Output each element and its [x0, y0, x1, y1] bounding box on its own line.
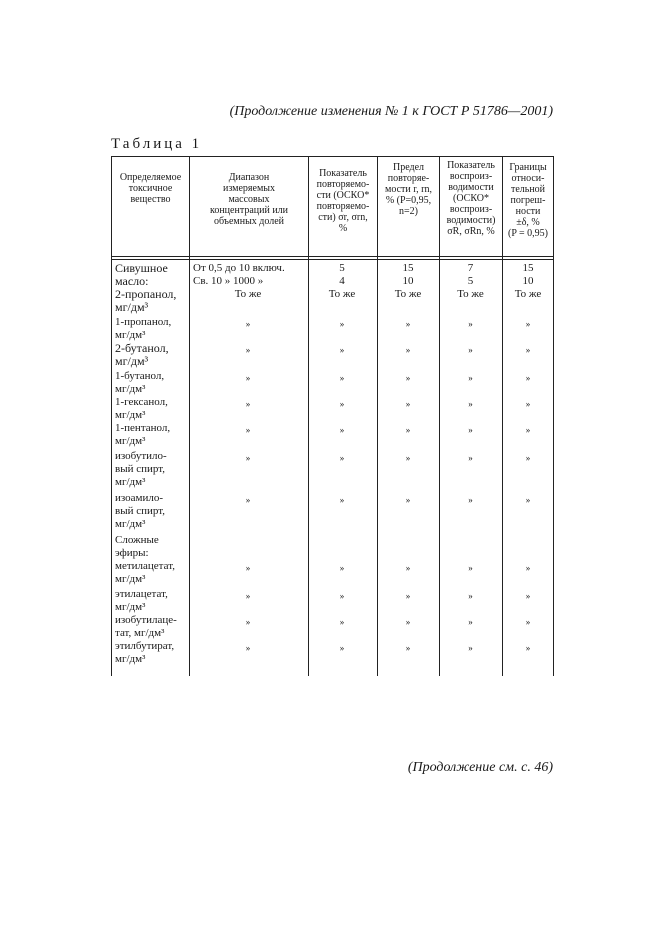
row-error-bounds: 15 10: [522, 262, 534, 287]
row-repeatability-limit: »: [405, 563, 411, 573]
row-error-bounds: »: [525, 399, 531, 409]
row-substance: этилбутират, мг/дм³: [115, 640, 175, 665]
column-header-error-bounds: Границы относи- тельной погреш- ности ±δ, % (P = 0,95): [508, 162, 548, 239]
row-error-bounds: »: [525, 643, 531, 653]
row-reproducibility: »: [468, 399, 473, 409]
table-left-border: [111, 156, 112, 676]
table-caption: Таблица 1: [111, 136, 203, 152]
row-repeatability-limit: »: [405, 643, 411, 653]
row-reproducibility: 7 5: [467, 262, 474, 287]
row-substance: метилацетат, мг/дм³: [115, 560, 175, 585]
row-error-bounds: »: [525, 617, 531, 627]
row-repeatability-index: То же: [328, 288, 356, 300]
row-reproducibility: »: [468, 591, 473, 601]
row-substance: 1-бутанол, мг/дм³: [115, 370, 165, 395]
row-repeatability-index: »: [339, 373, 345, 383]
row-reproducibility: »: [468, 617, 473, 627]
row-reproducibility: »: [468, 453, 473, 463]
data-table: [111, 156, 554, 676]
row-reproducibility: То же: [457, 288, 484, 300]
row-repeatability-limit: »: [405, 399, 411, 409]
row-repeatability-index: »: [339, 495, 345, 505]
row-range: »: [245, 617, 251, 627]
row-error-bounds: »: [525, 345, 531, 355]
row-substance: 1-пентанол, мг/дм³: [115, 422, 171, 447]
row-reproducibility: »: [468, 345, 473, 355]
row-repeatability-index: 5 4: [339, 262, 345, 287]
row-substance: изобутилаце- тат, мг/дм³: [115, 614, 177, 639]
row-substance: Сложные эфиры:: [115, 534, 159, 559]
row-substance: изобутило- вый спирт, мг/дм³: [115, 450, 167, 488]
row-reproducibility: »: [468, 495, 473, 505]
row-range: »: [245, 425, 251, 435]
column-header-range: Диапазон измеряемых массовых концентраций или объемных долей: [209, 172, 289, 227]
row-range: От 0,5 до 10 включ. Св. 10 » 1000 »: [193, 262, 285, 287]
row-repeatability-limit: 15 10: [402, 262, 414, 287]
row-range: »: [245, 643, 251, 653]
row-repeatability-index: »: [339, 345, 345, 355]
row-repeatability-index: »: [339, 399, 345, 409]
row-range: »: [245, 319, 251, 329]
column-header-substance: Определяемое токсичное вещество: [119, 172, 182, 205]
row-substance: 2-пропанол, мг/дм³: [115, 287, 177, 314]
row-substance: 1-гексанол, мг/дм³: [115, 396, 168, 421]
row-range: »: [245, 453, 251, 463]
row-range: »: [245, 399, 251, 409]
footer-note: (Продолжение см. с. 46): [407, 760, 553, 775]
row-substance: 1-пропанол, мг/дм³: [115, 316, 172, 341]
row-repeatability-limit: »: [405, 617, 411, 627]
header-note: (Продолжение изменения № 1 к ГОСТ Р 51786—2001): [229, 104, 553, 119]
row-repeatability-index: »: [339, 453, 345, 463]
column-header-repeatability-limit: Предел повторяе- мости r, rn, % (P=0,95, n=2): [385, 162, 432, 217]
col-divider-1: [189, 156, 190, 676]
row-error-bounds: »: [525, 495, 531, 505]
row-substance: изоамило- вый спирт, мг/дм³: [115, 492, 165, 530]
table-top-border: [111, 156, 554, 157]
row-repeatability-limit: »: [405, 425, 411, 435]
row-error-bounds: »: [525, 563, 531, 573]
row-reproducibility: »: [468, 373, 473, 383]
row-substance: Сивушное масло:: [115, 261, 168, 288]
row-substance: 2-бутанол, мг/дм³: [115, 341, 169, 368]
header-bottom-border-double: [111, 259, 554, 260]
row-range: То же: [234, 288, 262, 300]
row-repeatability-index: »: [339, 319, 345, 329]
row-repeatability-limit: »: [405, 345, 411, 355]
row-substance: этилацетат, мг/дм³: [115, 588, 168, 613]
row-range: »: [245, 563, 251, 573]
row-range: »: [245, 591, 251, 601]
row-error-bounds: »: [525, 425, 531, 435]
row-repeatability-index: »: [339, 591, 345, 601]
row-reproducibility: »: [468, 425, 473, 435]
row-error-bounds: »: [525, 453, 531, 463]
row-error-bounds: »: [525, 591, 531, 601]
row-repeatability-limit: »: [405, 495, 411, 505]
column-header-repeatability-index: Показатель повторяемо- сти (ОСКО* повторяемо- сти) σr, σrn, %: [316, 168, 370, 234]
row-reproducibility: »: [468, 643, 473, 653]
header-bottom-border: [111, 256, 554, 257]
row-reproducibility: »: [468, 563, 473, 573]
row-repeatability-limit: То же: [394, 288, 422, 300]
row-range: »: [245, 495, 251, 505]
row-repeatability-limit: »: [405, 373, 411, 383]
column-header-reproducibility: Показатель воспроиз- водимости (ОСКО* воспроиз- водимости) σR, σRn, %: [446, 160, 496, 237]
row-repeatability-limit: »: [405, 591, 411, 601]
row-repeatability-limit: »: [405, 453, 411, 463]
row-range: »: [245, 345, 251, 355]
row-error-bounds: »: [525, 373, 531, 383]
row-repeatability-limit: »: [405, 319, 411, 329]
row-repeatability-index: »: [339, 563, 345, 573]
row-repeatability-index: »: [339, 643, 345, 653]
row-error-bounds: То же: [514, 288, 542, 300]
row-repeatability-index: »: [339, 617, 345, 627]
row-repeatability-index: »: [339, 425, 345, 435]
row-reproducibility: »: [468, 319, 473, 329]
row-range: »: [245, 373, 251, 383]
row-error-bounds: »: [525, 319, 531, 329]
